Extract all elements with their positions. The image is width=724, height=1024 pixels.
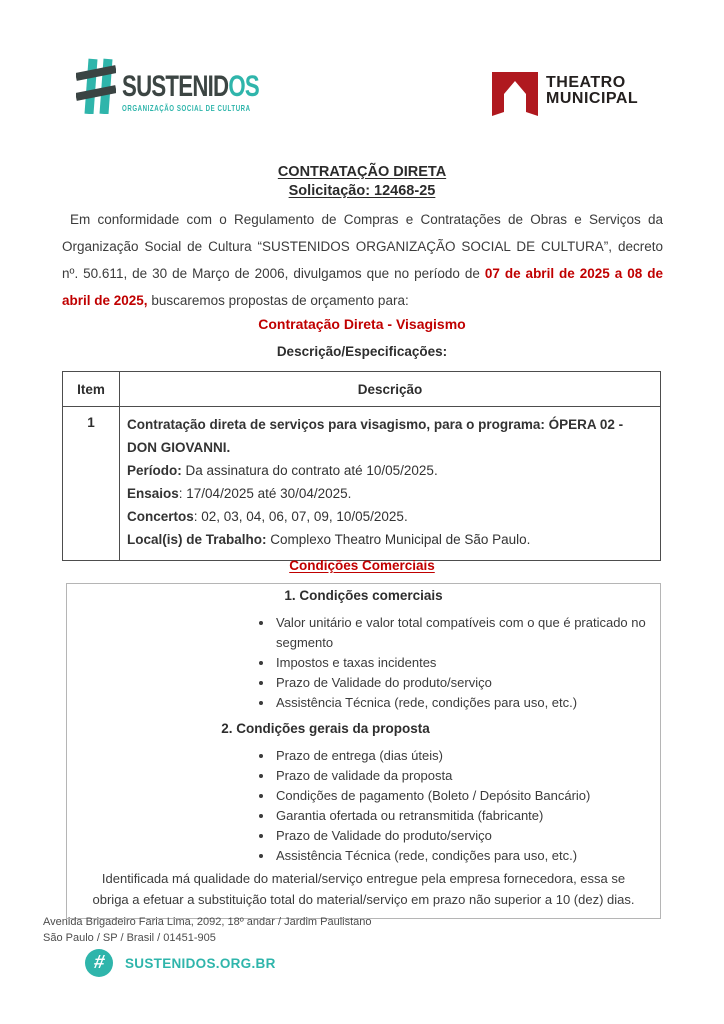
document-title-line1: CONTRATAÇÃO DIRETA [277, 164, 447, 180]
sustenidos-wordmark [122, 72, 259, 102]
description-line: Local(is) de Trabalho: Complexo Theatro Municipal de São Paulo. [127, 532, 531, 547]
list-item: • Prazo de entrega (dias úteis) [274, 746, 646, 766]
intro-date-range: 07 de abril de 2025 a 08 de abril de 2025, [62, 266, 663, 308]
spec-table [62, 371, 661, 561]
list-item: • Impostos e taxas incidentes [274, 653, 646, 673]
sustenidos-wordmark-dark: SUSTENID [122, 70, 229, 103]
theatro-wordmark-line2: MUNICIPAL [546, 89, 639, 107]
list-item: • Prazo de Validade do produto/serviço [274, 826, 646, 846]
theatro-municipal-logo [492, 72, 639, 116]
footer-brand [85, 949, 276, 977]
quality-note: Identificada má qualidade do material/serviço entregue pela empresa fornecedora, essa se obriga a efetuar a substituição total do material/serviço em prazo não superior a 10 (dez) dias. [92, 871, 635, 907]
sustenidos-badge-icon: # [85, 949, 113, 977]
description-cell [120, 407, 661, 561]
theatro-wordmark [546, 75, 638, 106]
intro-paragraph [62, 206, 663, 314]
description-line: Ensaios: 17/04/2025 até 30/04/2025. [127, 486, 352, 501]
footer-address-line2: São Paulo / SP / Brasil / 01451-905 [43, 932, 216, 944]
list-item: • Valor unitário e valor total compatíveis com o que é praticado no segmento [274, 613, 646, 653]
list-item: • Condições de pagamento (Boleto / Depósito Bancário) [274, 786, 646, 806]
item-number-cell: 1 [63, 407, 120, 561]
conditions-section2-list [67, 746, 660, 866]
sustenidos-logo [76, 58, 259, 114]
list-item: • Prazo de validade da proposta [274, 766, 646, 786]
sustenidos-wordmark-teal: OS [228, 70, 259, 103]
description-line: Contratação direta de serviços para visagismo, para o programa: ÓPERA 02 - DON GIOVANNI. [127, 417, 624, 455]
conditions-title: Condições Comerciais [289, 558, 435, 573]
sustenidos-tagline: ORGANIZAÇÃO SOCIAL DE CULTURA [122, 103, 251, 113]
spec-table-header-desc: Descrição [120, 372, 661, 407]
intro-text-before: Em conformidade com o Regulamento de Compras e Contratações de Obras e Serviços da Organização Social de Cultura “SUSTENIDOS ORGANIZAÇÃO SOCIAL DE CULTURA”, decreto nº. 50.611, de 30 de Março de 2006, divulgamos que no período de [62, 212, 663, 281]
section-title: Contratação Direta - Visagismo [258, 316, 466, 332]
conditions-box [66, 583, 661, 919]
footer-address-line1: Avenida Brigadeiro Faria Lima, 2092, 18º andar / Jardim Paulistano [43, 916, 372, 928]
list-item: • Garantia ofertada ou retransmitida (fabricante) [274, 806, 646, 826]
conditions-section1-heading: 1. Condições comerciais [284, 588, 443, 603]
list-item: • Assistência Técnica (rede, condições para uso, etc.) [274, 693, 646, 713]
conditions-section2-heading: 2. Condições gerais da proposta [221, 721, 430, 736]
description-line: Concertos: 02, 03, 04, 06, 07, 09, 10/05/2025. [127, 509, 408, 524]
list-item: • Assistência Técnica (rede, condições para uso, etc.) [274, 846, 646, 866]
footer-website: SUSTENIDOS.ORG.BR [125, 955, 276, 971]
description-line: Período: Da assinatura do contrato até 10/05/2025. [127, 463, 438, 478]
theatro-arch-icon [492, 72, 538, 116]
spec-label: Descrição/Especificações: [276, 344, 448, 359]
intro-text-after: buscaremos propostas de orçamento para: [147, 293, 409, 308]
request-number: Solicitação: 12468-25 [288, 183, 436, 199]
theatro-wordmark-line1: THEATRO [546, 74, 626, 91]
spec-table-header-row [63, 372, 661, 407]
list-item: • Prazo de Validade do produto/serviço [274, 673, 646, 693]
conditions-section1-list [67, 613, 660, 713]
spec-table-header-item: Item [63, 372, 120, 407]
sustenidos-hash-icon [76, 58, 116, 114]
footer-address [43, 914, 372, 946]
table-row [63, 407, 661, 561]
document-title [0, 163, 724, 201]
